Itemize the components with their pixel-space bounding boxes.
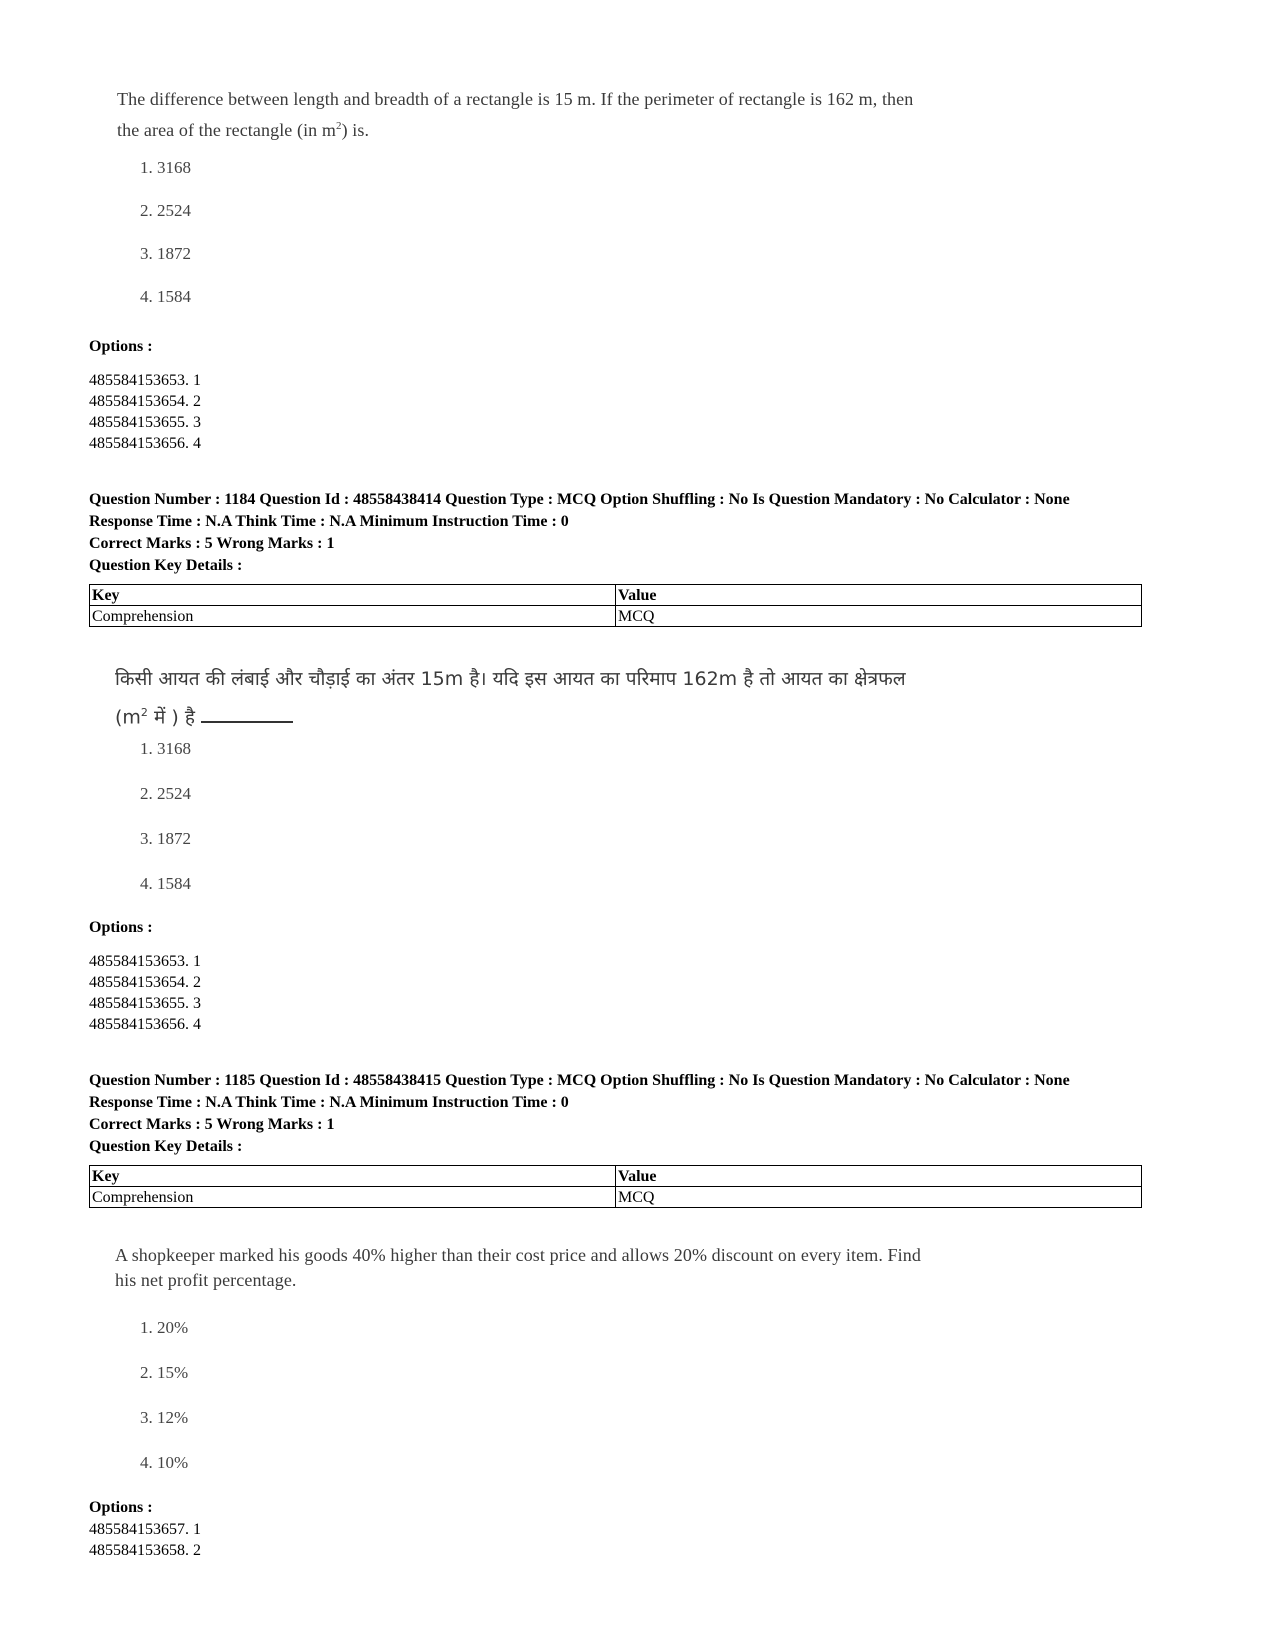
key-header: Key (90, 585, 616, 606)
meta-line-4: Question Key Details : (89, 1138, 243, 1155)
option-id: 485584153656. 4 (89, 1016, 201, 1033)
choice-2: 2. 2524 (140, 201, 191, 220)
choice-3: 3. 1872 (140, 244, 191, 263)
value-header: Value (616, 1166, 1142, 1187)
choice-3: 3. 1872 (140, 829, 191, 848)
question-meta (89, 1070, 1070, 1158)
meta-line-2: Response Time : N.A Think Time : N.A Minimum Instruction Time : 0 (89, 1094, 569, 1111)
meta-line-4: Question Key Details : (89, 557, 243, 574)
options-label: Options : (89, 338, 153, 355)
key-header: Key (90, 1166, 616, 1187)
question-stem (115, 663, 1035, 734)
choice-2: 2. 15% (140, 1363, 189, 1382)
option-id: 485584153656. 4 (89, 435, 201, 452)
option-id: 485584153653. 1 (89, 953, 201, 970)
choice-3: 3. 12% (140, 1408, 189, 1427)
value-cell: MCQ (616, 606, 1142, 627)
choice-1: 1. 20% (140, 1318, 189, 1337)
choice-2: 2. 2524 (140, 784, 191, 803)
options-list (89, 1519, 201, 1561)
options-list (89, 951, 201, 1035)
stem-line-2: the area of the rectangle (in $m^2$) is. (117, 120, 370, 140)
question-stem (115, 1243, 1035, 1293)
stem-line-1: A shopkeeper marked his goods 40% higher than their cost price and allows 20% discount on every item. Find (115, 1245, 921, 1265)
choice-4: 4. 1584 (140, 874, 191, 893)
answer-blank (201, 707, 293, 723)
meta-line-3: Correct Marks : 5 Wrong Marks : 1 (89, 1116, 335, 1133)
option-id: 485584153654. 2 (89, 974, 201, 991)
meta-line-1: Question Number : 1185 Question Id : 48558438415 Question Type : MCQ Option Shuffling : No Is Question Mandatory : No Calculator : None (89, 1072, 1070, 1089)
option-id: 485584153655. 3 (89, 414, 201, 431)
stem-line-2: his net profit percentage. (115, 1270, 297, 1290)
choice-1: 1. 3168 (140, 158, 191, 177)
question-meta (89, 489, 1070, 577)
choice-4: 4. 10% (140, 1453, 189, 1472)
option-id: 485584153657. 1 (89, 1521, 201, 1538)
meta-line-2: Response Time : N.A Think Time : N.A Minimum Instruction Time : 0 (89, 513, 569, 530)
options-list (89, 370, 201, 454)
option-id: 485584153654. 2 (89, 393, 201, 410)
meta-line-3: Correct Marks : 5 Wrong Marks : 1 (89, 535, 335, 552)
choice-4: 4. 1584 (140, 287, 191, 306)
option-id: 485584153653. 1 (89, 372, 201, 389)
question-stem (117, 86, 1017, 144)
stem-line-2: ($m^2$ में ) है (115, 696, 1035, 734)
key-cell: Comprehension (90, 1187, 616, 1208)
choice-1: 1. 3168 (140, 739, 191, 758)
key-cell: Comprehension (90, 606, 616, 627)
meta-line-1: Question Number : 1184 Question Id : 48558438414 Question Type : MCQ Option Shuffling : No Is Question Mandatory : No Calculator : None (89, 491, 1070, 508)
question-key-table (89, 1165, 1142, 1208)
option-id: 485584153655. 3 (89, 995, 201, 1012)
value-cell: MCQ (616, 1187, 1142, 1208)
value-header: Value (616, 585, 1142, 606)
options-label: Options : (89, 1499, 153, 1516)
options-label: Options : (89, 919, 153, 936)
question-key-table (89, 584, 1142, 627)
stem-line-1: The difference between length and breadth of a rectangle is 15 m. If the perimeter of rectangle is 162 m, then (117, 89, 914, 109)
stem-line-1: किसी आयत की लंबाई और चौड़ाई का अंतर 15m है। यदि इस आयत का परिमाप 162m है तो आयत का क्षेत्रफल (115, 668, 906, 690)
option-id: 485584153658. 2 (89, 1542, 201, 1559)
